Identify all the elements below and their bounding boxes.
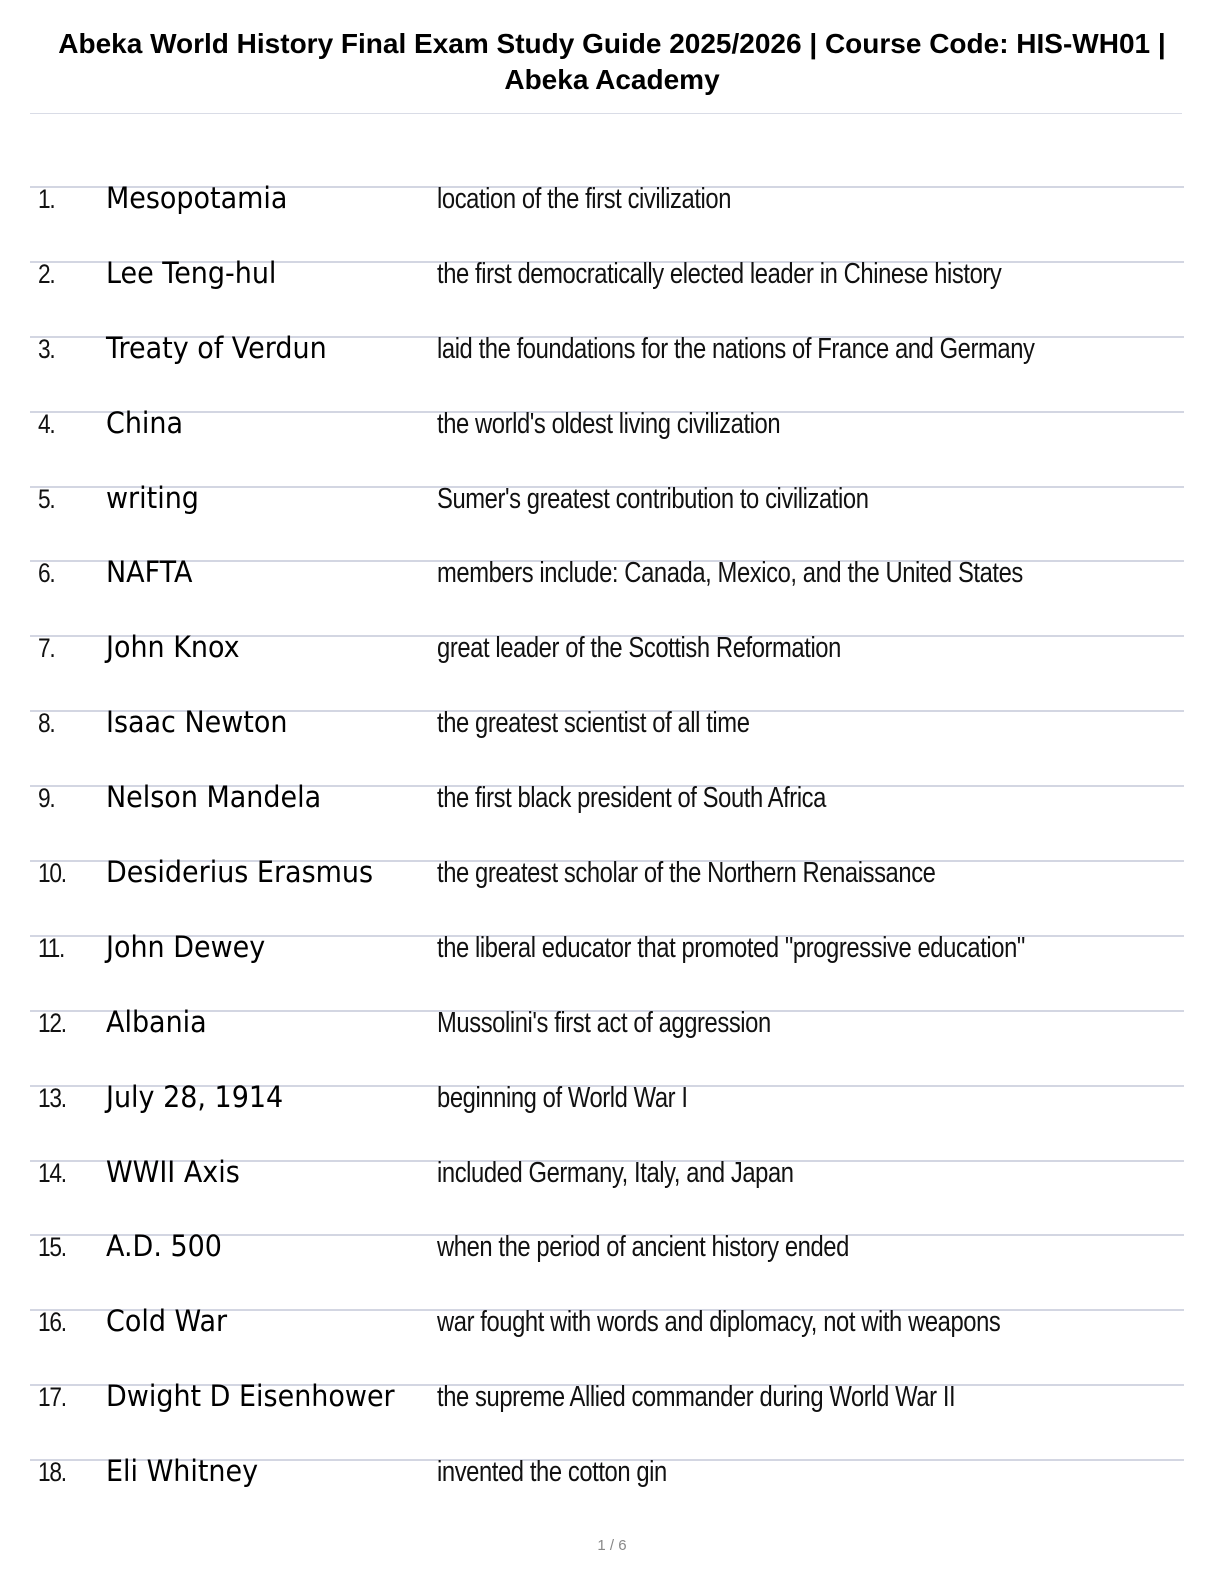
term: WWII Axis <box>106 1155 240 1189</box>
term: A.D. 500 <box>106 1229 222 1263</box>
flashcard-row <box>30 1005 1184 1085</box>
term: Dwight D Eisenhower <box>106 1379 395 1413</box>
flashcard-row <box>30 1155 1184 1235</box>
row-number: 7. <box>38 633 55 663</box>
row-number: 18. <box>38 1457 66 1487</box>
row-number: 8. <box>38 708 55 738</box>
term: Albania <box>106 1005 207 1039</box>
row-number: 16. <box>38 1307 66 1337</box>
row-number: 9. <box>38 783 55 813</box>
row-number: 12. <box>38 1008 66 1038</box>
flashcard-row <box>30 256 1184 336</box>
definition: Mussolini's first act of aggression <box>437 1007 771 1039</box>
term: John Knox <box>106 630 240 664</box>
definition: war fought with words and diplomacy, not with weapons <box>437 1306 1001 1338</box>
flashcard-row <box>30 1454 1184 1534</box>
row-number: 11. <box>38 933 65 963</box>
definition: the first democratically elected leader in Chinese history <box>437 258 1002 290</box>
flashcard-row <box>30 705 1184 785</box>
row-number: 6. <box>38 558 55 588</box>
row-number: 5. <box>38 484 55 514</box>
term: Isaac Newton <box>106 705 288 739</box>
flashcard-row <box>30 630 1184 710</box>
term: writing <box>106 481 199 515</box>
term: John Dewey <box>106 930 266 964</box>
term: Nelson Mandela <box>106 780 322 814</box>
definition: beginning of World War I <box>437 1082 688 1114</box>
row-number: 3. <box>38 334 55 364</box>
flashcard-row <box>30 331 1184 411</box>
row-number: 13. <box>38 1083 66 1113</box>
term: Desiderius Erasmus <box>106 855 374 889</box>
title-divider <box>30 113 1182 114</box>
definition: included Germany, Italy, and Japan <box>437 1157 794 1189</box>
definition: the first black president of South Africa <box>437 782 826 814</box>
definition: invented the cotton gin <box>437 1456 667 1488</box>
flashcard-row <box>30 1304 1184 1384</box>
row-number: 14. <box>38 1158 66 1188</box>
page-indicator: 1 / 6 <box>597 1537 627 1554</box>
row-number: 17. <box>38 1382 66 1412</box>
definition: the world's oldest living civilization <box>437 408 781 440</box>
row-number: 2. <box>38 259 55 289</box>
flashcard-row <box>30 406 1184 486</box>
flashcard-row <box>30 1229 1184 1309</box>
definition: the supreme Allied commander during World War II <box>437 1381 956 1413</box>
flashcard-row <box>30 181 1184 261</box>
definition: location of the first civilization <box>437 183 732 215</box>
row-number: 10. <box>38 858 66 888</box>
definition: Sumer's greatest contribution to civilization <box>437 483 869 515</box>
term: Lee Teng-hul <box>106 256 277 290</box>
flashcard-row <box>30 481 1184 561</box>
flashcard-row <box>30 855 1184 935</box>
row-number: 15. <box>38 1232 66 1262</box>
term: Treaty of Verdun <box>106 331 327 365</box>
document-title: Abeka World History Final Exam Study Guide 2025/2026 | Course Code: HIS-WH01 | Abeka Academy <box>58 28 1166 95</box>
definition: the greatest scientist of all time <box>437 707 750 739</box>
row-number: 4. <box>38 409 55 439</box>
term: NAFTA <box>106 555 193 589</box>
flashcard-row <box>30 1080 1184 1160</box>
definition: great leader of the Scottish Reformation <box>437 632 841 664</box>
flashcard-row <box>30 555 1184 635</box>
definition: the liberal educator that promoted "progressive education" <box>437 932 1025 964</box>
term: Cold War <box>106 1304 228 1338</box>
definition: the greatest scholar of the Northern Renaissance <box>437 857 936 889</box>
row-number: 1. <box>38 184 55 214</box>
flashcard-row <box>30 1379 1184 1459</box>
flashcard-row <box>30 780 1184 860</box>
term: China <box>106 406 184 440</box>
term: July 28, 1914 <box>106 1080 284 1114</box>
definition: members include: Canada, Mexico, and the United States <box>437 557 1023 589</box>
definition: when the period of ancient history ended <box>437 1231 849 1263</box>
flashcard-row <box>30 930 1184 1010</box>
definition: laid the foundations for the nations of France and Germany <box>437 333 1035 365</box>
term: Mesopotamia <box>106 181 288 215</box>
term: Eli Whitney <box>106 1454 259 1488</box>
